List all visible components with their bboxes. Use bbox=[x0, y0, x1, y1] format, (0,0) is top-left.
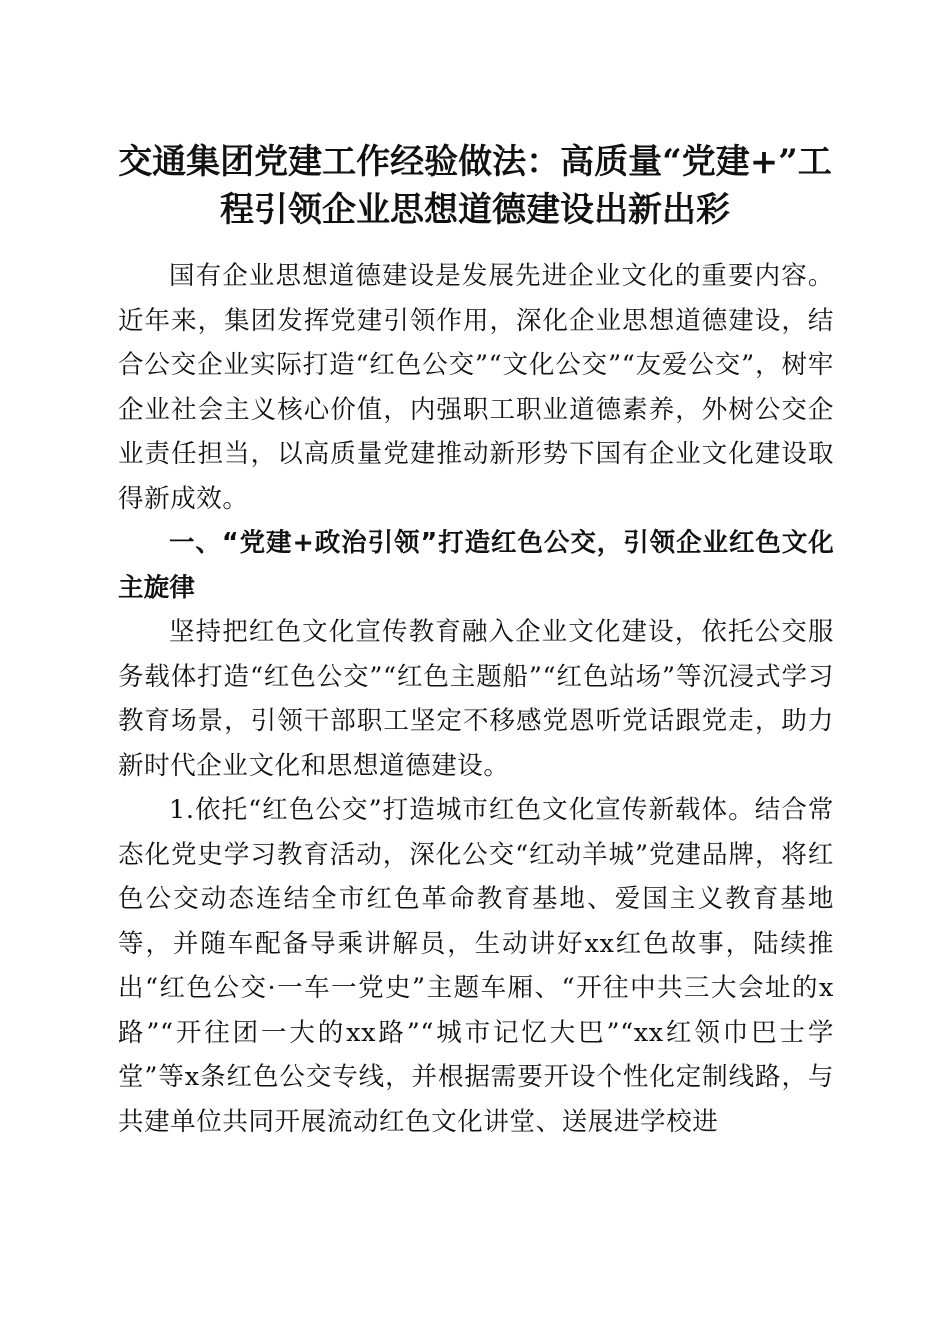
subsection-paragraph: 1.依托“红色公交”打造城市红色文化宣传新载体。结合常态化党史学习教育活动，深化公交“红动羊城”党建品牌，将红色公交动态连结全市红色革命教育基地、爱国主义教育基地等，并随车配备导乘讲解员，生动讲好xx红色故事，陆续推出“红色公交·一车一党史”主题车厢、“开往中共三大会址的x路”“开往团一大的xx路”“城市记忆大巴”“xx红领巾巴士学堂”等x条红色公交专线，并根据需要开设个性化定制线路，与共建单位共同开展流动红色文化讲堂、送展进学校进 bbox=[118, 795, 834, 1137]
section-paragraph: 坚持把红色文化宣传教育融入企业文化建设，依托公交服务载体打造“红色公交”“红色主题船”“红色站场”等沉浸式学习教育场景，引领干部职工坚定不移感党恩听党话跟党走，助力新时代企业文化和思想道德建设。 bbox=[118, 617, 834, 781]
intro-paragraph: 国有企业思想道德建设是发展先进企业文化的重要内容。近年来，集团发挥党建引领作用，深化企业思想道德建设，结合公交企业实际打造“红色公交”“文化公交”“友爱公交”，树牢企业社会主义核心价值，内强职工职业道德素养，外树公交企业责任担当，以高质量党建推动新形势下国有企业文化建设取得新成效。 bbox=[118, 261, 834, 514]
document-title: 交通集团党建工作经验做法：高质量“党建+”工程引领企业思想道德建设出新出彩 bbox=[118, 142, 832, 230]
section-heading: 一、“党建+政治引领”打造红色公交，引领企业红色文化主旋律 bbox=[118, 528, 834, 603]
document-body bbox=[118, 254, 834, 1144]
